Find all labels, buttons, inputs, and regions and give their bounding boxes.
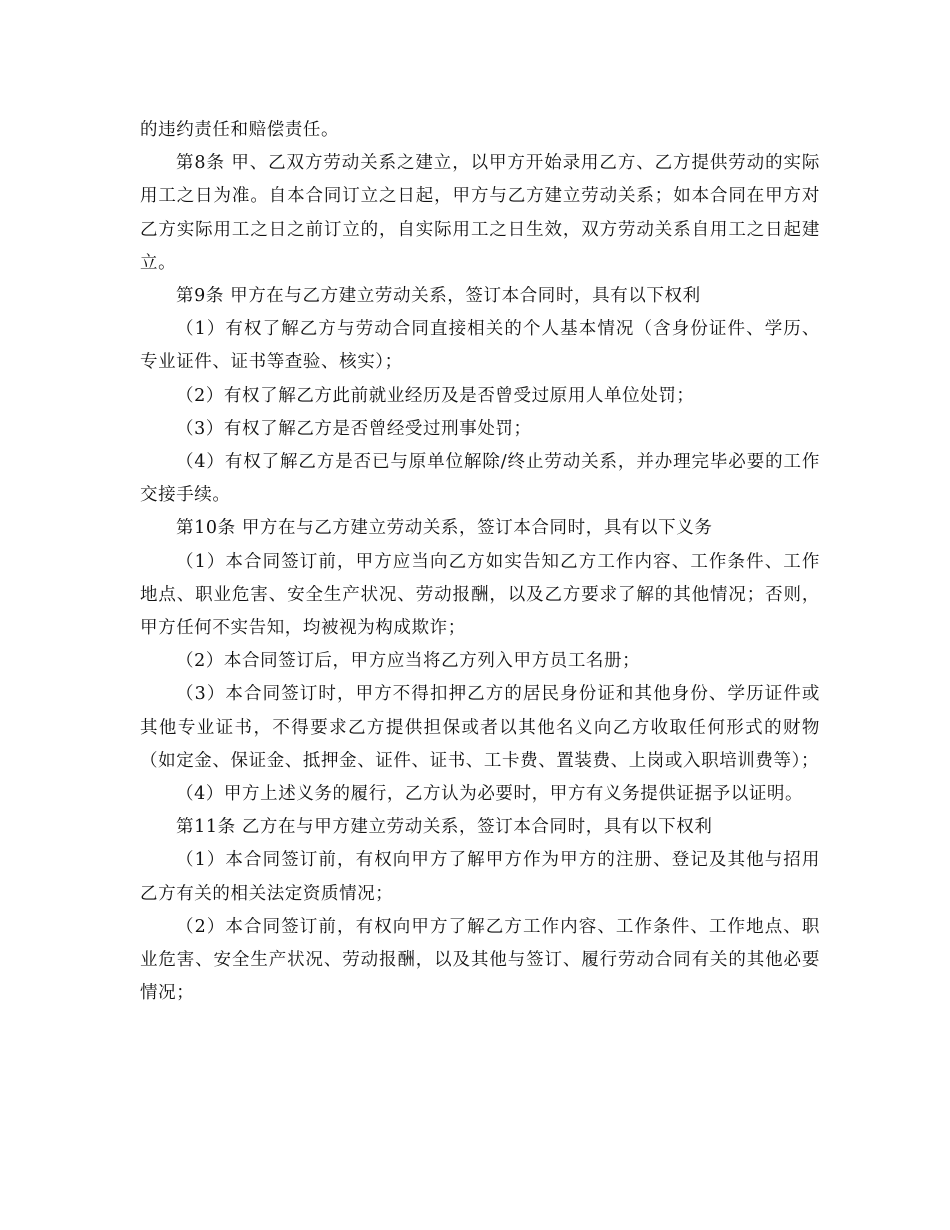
article-11-item-2: （2）本合同签订前，有权向甲方了解乙方工作内容、工作条件、工作地点、职业危害、安全生产状况、劳动报酬，以及其他与签订、履行劳动合同有关的其他必要情况；	[140, 916, 820, 1004]
article-9-item-4: （4）有权了解乙方是否已与原单位解除/终止劳动关系，并办理完毕必要的工作交接手续。	[140, 452, 820, 506]
article-11-item-1: （1）本合同签订前，有权向甲方了解甲方作为甲方的注册、登记及其他与招用乙方有关的相关法定资质情况；	[140, 850, 820, 904]
article-11-heading: 第11条 乙方在与甲方建立劳动关系，签订本合同时，具有以下权利	[176, 817, 713, 838]
article-10-item-4: （4）甲方上述义务的履行，乙方认为必要时，甲方有义务提供证据予以证明。	[176, 784, 804, 805]
article-10-item-3: （3）本合同签订时，甲方不得扣押乙方的居民身份证和其他身份、学历证件或其他专业证书，不得要求乙方提供担保或者以其他名义向乙方收取任何形式的财物（如定金、保证金、抵押金、证件、证书、工卡费、置装费、上岗或入职培训费等）；	[140, 684, 820, 771]
article-9-item-3: （3）有权了解乙方是否曾经受过刑事处罚；	[176, 418, 532, 439]
article-8: 第8条 甲、乙双方劳动关系之建立，以甲方开始录用乙方、乙方提供劳动的实际用工之日为准。自本合同订立之日起，甲方与乙方建立劳动关系；如本合同在甲方对乙方实际用工之日之前订立的，自实际用工之日生效，双方劳动关系自用工之日起建立。	[140, 153, 820, 273]
paragraph-continuation: 的违约责任和赔偿责任。	[140, 120, 340, 140]
article-10-heading: 第10条 甲方在与乙方建立劳动关系，签订本合同时，具有以下义务	[176, 518, 713, 539]
article-10-item-1: （1）本合同签订前，甲方应当向乙方如实告知乙方工作内容、工作条件、工作地点、职业危害、安全生产状况、劳动报酬，以及乙方要求了解的其他情况；否则，甲方任何不实告知，均被视为构成欺诈；	[140, 551, 820, 639]
document-body	[140, 114, 820, 1010]
article-9-heading: 第9条 甲方在与乙方建立劳动关系，签订本合同时，具有以下权利	[176, 286, 701, 307]
article-9-item-1: （1）有权了解乙方与劳动合同直接相关的个人基本情况（含身份证件、学历、专业证件、证书等查验、核实）；	[140, 319, 820, 373]
article-9-item-2: （2）有权了解乙方此前就业经历及是否曾受过原用人单位处罚；	[176, 385, 695, 406]
article-10-item-2: （2）本合同签订后，甲方应当将乙方列入甲方员工名册；	[176, 651, 641, 672]
